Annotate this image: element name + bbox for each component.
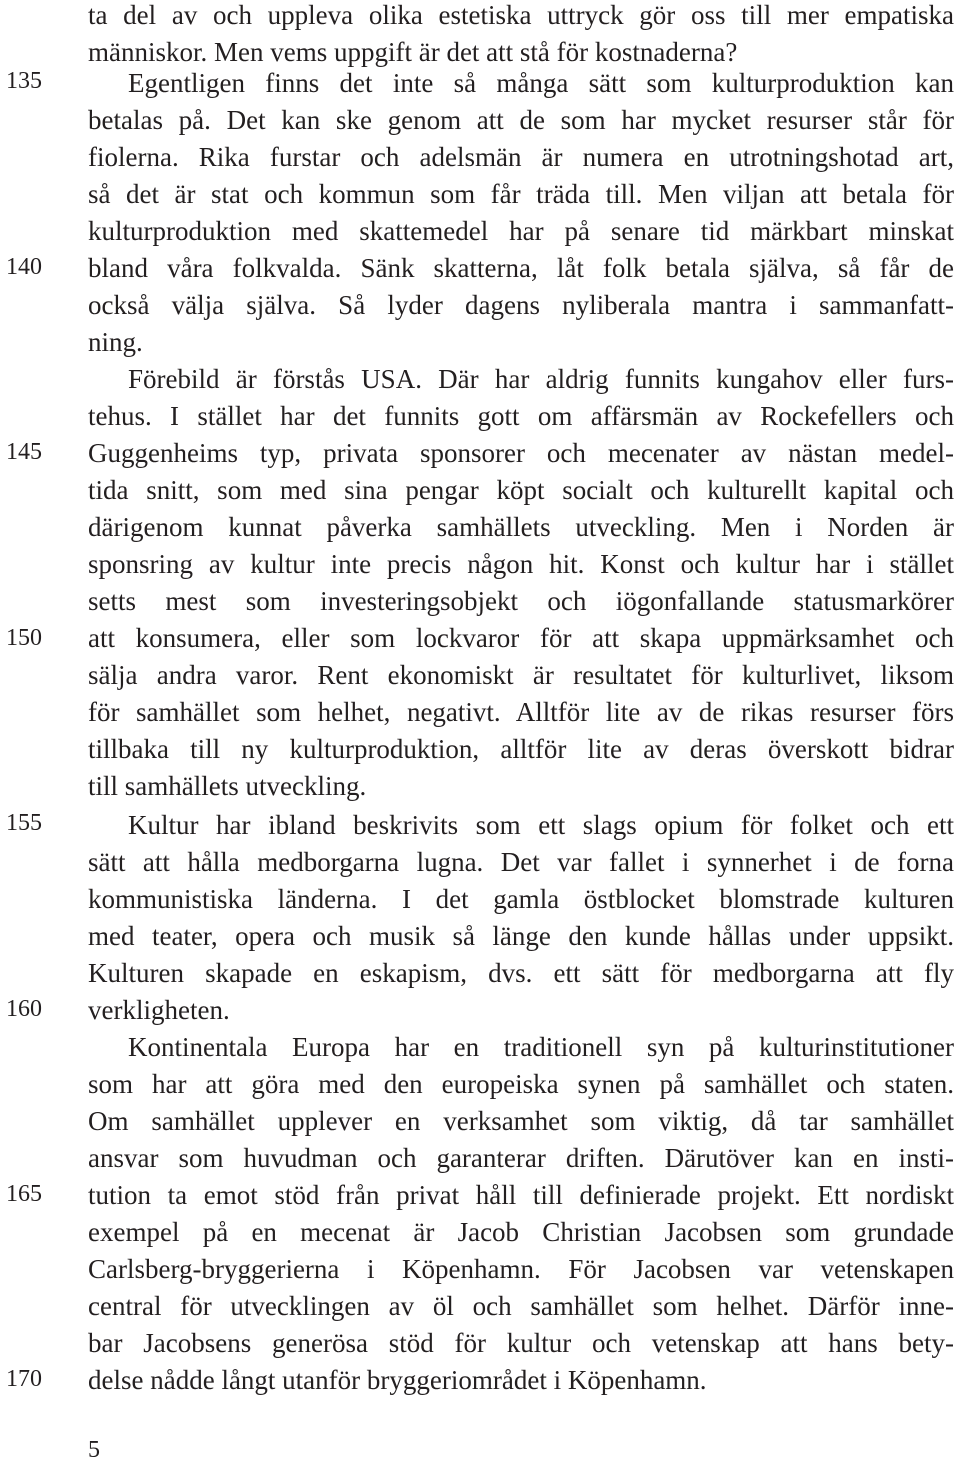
text-line: Egentligen finns det inte så många sätt som kulturproduktion kan bbox=[128, 68, 954, 98]
text-line: fiolerna. Rika furstar och adelsmän är numera en utrotningshotad art, bbox=[88, 142, 954, 172]
text-line: sponsring av kultur inte precis någon hit. Konst och kultur har i stället bbox=[88, 549, 954, 579]
line-number: 135 bbox=[6, 68, 42, 94]
line-number: 150 bbox=[6, 625, 42, 651]
text-line: Carlsberg-bryggerierna i Köpenhamn. För Jacobsen var vetenskapen bbox=[88, 1254, 954, 1284]
text-line: betalas på. Det kan ske genom att de som har mycket resurser står för bbox=[88, 105, 954, 135]
text-line: delse nådde långt utanför bryggeriområdet i Köpenhamn. bbox=[88, 1365, 707, 1395]
text-line: kommunistiska länderna. I det gamla östblocket blomstrade kulturen bbox=[88, 884, 954, 914]
text-line: med teater, opera och musik så länge den kunde hållas under uppsikt. bbox=[88, 921, 954, 951]
text-line: därigenom kunnat påverka samhällets utveckling. Men i Norden är bbox=[88, 512, 954, 542]
line-number: 145 bbox=[6, 439, 42, 465]
text-line: till samhällets utveckling. bbox=[88, 771, 367, 801]
text-line: att konsumera, eller som lockvaror för att skapa uppmärksamhet och bbox=[88, 623, 954, 653]
text-line: Kultur har ibland beskrivits som ett slags opium för folket och ett bbox=[128, 810, 954, 840]
line-number: 155 bbox=[6, 810, 42, 836]
text-line: tution ta emot stöd från privat håll till definierade projekt. Ett nordiskt bbox=[88, 1180, 954, 1210]
text-line: ta del av och uppleva olika estetiska uttryck gör oss till mer empatiska bbox=[88, 0, 954, 30]
text-line: Kulturen skapade en eskapism, dvs. ett sätt för medborgarna att fly bbox=[88, 958, 954, 988]
line-number: 165 bbox=[6, 1181, 42, 1207]
text-line: exempel på en mecenat är Jacob Christian Jacobsen som grundade bbox=[88, 1217, 954, 1247]
text-line: Guggenheims typ, privata sponsorer och mecenater av nästan medel- bbox=[88, 438, 954, 468]
text-line: ning. bbox=[88, 327, 143, 357]
text-line: verkligheten. bbox=[88, 995, 230, 1025]
page-number: 5 bbox=[88, 1437, 100, 1463]
text-line: kulturproduktion med skattemedel har på senare tid märkbart minskat bbox=[88, 216, 954, 246]
text-line: tehus. I stället har det funnits gott om affärsmän av Rockefellers och bbox=[88, 401, 954, 431]
text-line: tillbaka till ny kulturproduktion, alltför lite av deras överskott bidrar bbox=[88, 734, 954, 764]
text-line: så det är stat och kommun som får träda till. Men viljan att betala för bbox=[88, 179, 954, 209]
line-number: 170 bbox=[6, 1366, 42, 1392]
text-line: som har att göra med den europeiska synen på samhället och staten. bbox=[88, 1069, 954, 1099]
text-line: Om samhället upplever en verksamhet som viktig, då tar samhället bbox=[88, 1106, 954, 1136]
text-line: Förebild är förstås USA. Där har aldrig funnits kungahov eller furs- bbox=[128, 364, 954, 394]
text-line: ansvar som huvudman och garanterar driften. Därutöver kan en insti- bbox=[88, 1143, 954, 1173]
line-number: 140 bbox=[6, 254, 42, 280]
text-line: tida snitt, som med sina pengar köpt socialt och kulturellt kapital och bbox=[88, 475, 954, 505]
text-line: bland våra folkvalda. Sänk skatterna, låt folk betala själva, så får de bbox=[88, 253, 954, 283]
text-line: setts mest som investeringsobjekt och iögonfallande statusmarkörer bbox=[88, 586, 954, 616]
text-line: också välja själva. Så lyder dagens nyliberala mantra i sammanfatt- bbox=[88, 290, 954, 320]
text-line: sälja andra varor. Rent ekonomiskt är resultatet för kulturlivet, liksom bbox=[88, 660, 954, 690]
text-line: Kontinentala Europa har en traditionell syn på kulturinstitutioner bbox=[128, 1032, 954, 1062]
text-line: för samhället som helhet, negativt. Alltför lite av de rikas resurser förs bbox=[88, 697, 954, 727]
text-line: människor. Men vems uppgift är det att stå för kostnaderna? bbox=[88, 37, 738, 67]
text-line: sätt att hålla medborgarna lugna. Det var fallet i synnerhet i de forna bbox=[88, 847, 954, 877]
text-line: central för utvecklingen av öl och samhället som helhet. Därför inne- bbox=[88, 1291, 954, 1321]
text-line: bar Jacobsens generösa stöd för kultur och vetenskap att hans bety- bbox=[88, 1328, 954, 1358]
line-number: 160 bbox=[6, 996, 42, 1022]
